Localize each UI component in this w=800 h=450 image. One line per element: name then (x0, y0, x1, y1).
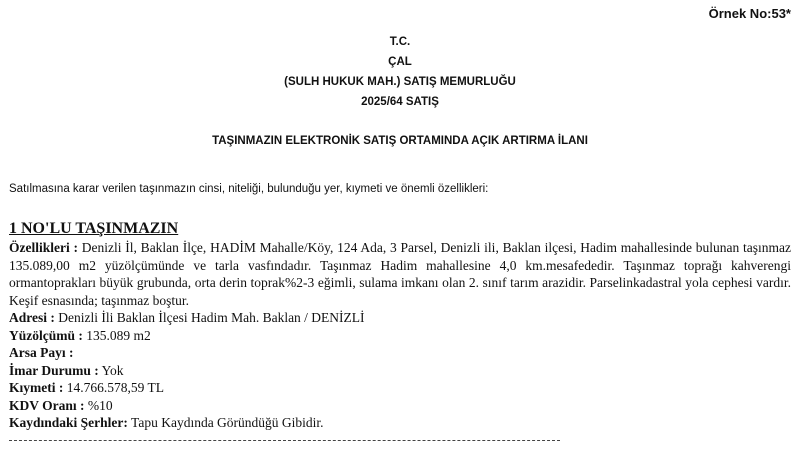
area-field (9, 327, 791, 345)
header-line-office: (SULH HUKUK MAH.) SATIŞ MEMURLUĞU (284, 76, 516, 88)
vat-field (9, 397, 791, 415)
header-line-city: ÇAL (388, 56, 412, 68)
vat-value: %10 (87, 397, 113, 413)
value-value: 14.766.578,59 TL (66, 380, 164, 395)
announcement-title: TAŞINMAZIN ELEKTRONİK SATIŞ ORTAMINDA AÇIK ARTIRMA İLANI (212, 135, 588, 147)
zoning-label: İmar Durumu : (9, 362, 99, 378)
value-label: Kıymeti : (9, 380, 64, 395)
features-value: Denizli İl, Baklan İlçe, HADİM Mahalle/Köy, 124 Ada, 3 Parsel, Denizli ili, Baklan ilçesi, Hadim mahallesinde bulunan taşınmaz 135.089,00 m2 yüzölçümünde ve tarla vasfındadır. Taşınmaz Hadim mahallesine 4,0 km.mesafededir. Taşınmaz toprağı kahverengi ormantoprakları büyük grubunda, orta derin toprak%2-3 eğimli, sulama imkanı olan 2. sınıf tarım arazidir. Parselinkadastral yola cephesi vardır. Keşif esnasında; taşınmaz boştur. (9, 240, 791, 308)
document-header (0, 32, 800, 112)
header-line-case-no: 2025/64 SATIŞ (361, 96, 439, 108)
address-field (9, 309, 791, 327)
features-field (9, 239, 791, 309)
dashed-divider (9, 440, 560, 441)
value-field (9, 379, 791, 397)
header-line-tc: T.C. (389, 36, 411, 48)
vat-label: KDV Oranı : (9, 397, 85, 413)
encumbrance-value: Tapu Kaydında Göründüğü Gibidir. (131, 415, 324, 430)
area-label: Yüzölçümü : (9, 327, 83, 343)
property-title: 1 NO'LU TAŞINMAZIN (9, 220, 179, 237)
land-share-label: Arsa Payı : (9, 345, 74, 360)
intro-text: Satılmasına karar verilen taşınmazın cinsi, niteliği, bulunduğu yer, kıymeti ve önemli özellikleri: (9, 183, 489, 195)
features-label: Özellikleri : (9, 240, 78, 255)
area-value: 135.089 m2 (86, 327, 151, 343)
encumbrance-field (9, 414, 791, 432)
address-label: Adresi : (9, 310, 55, 325)
zoning-value: Yok (101, 362, 124, 378)
address-value: Denizli İli Baklan İlçesi Hadim Mah. Baklan / DENİZLİ (58, 310, 365, 325)
encumbrance-label: Kaydındaki Şerhler: (9, 415, 128, 430)
zoning-field (9, 362, 791, 380)
sample-number: Örnek No:53* (708, 6, 791, 21)
land-share-field (9, 344, 791, 362)
property-section (9, 219, 791, 432)
